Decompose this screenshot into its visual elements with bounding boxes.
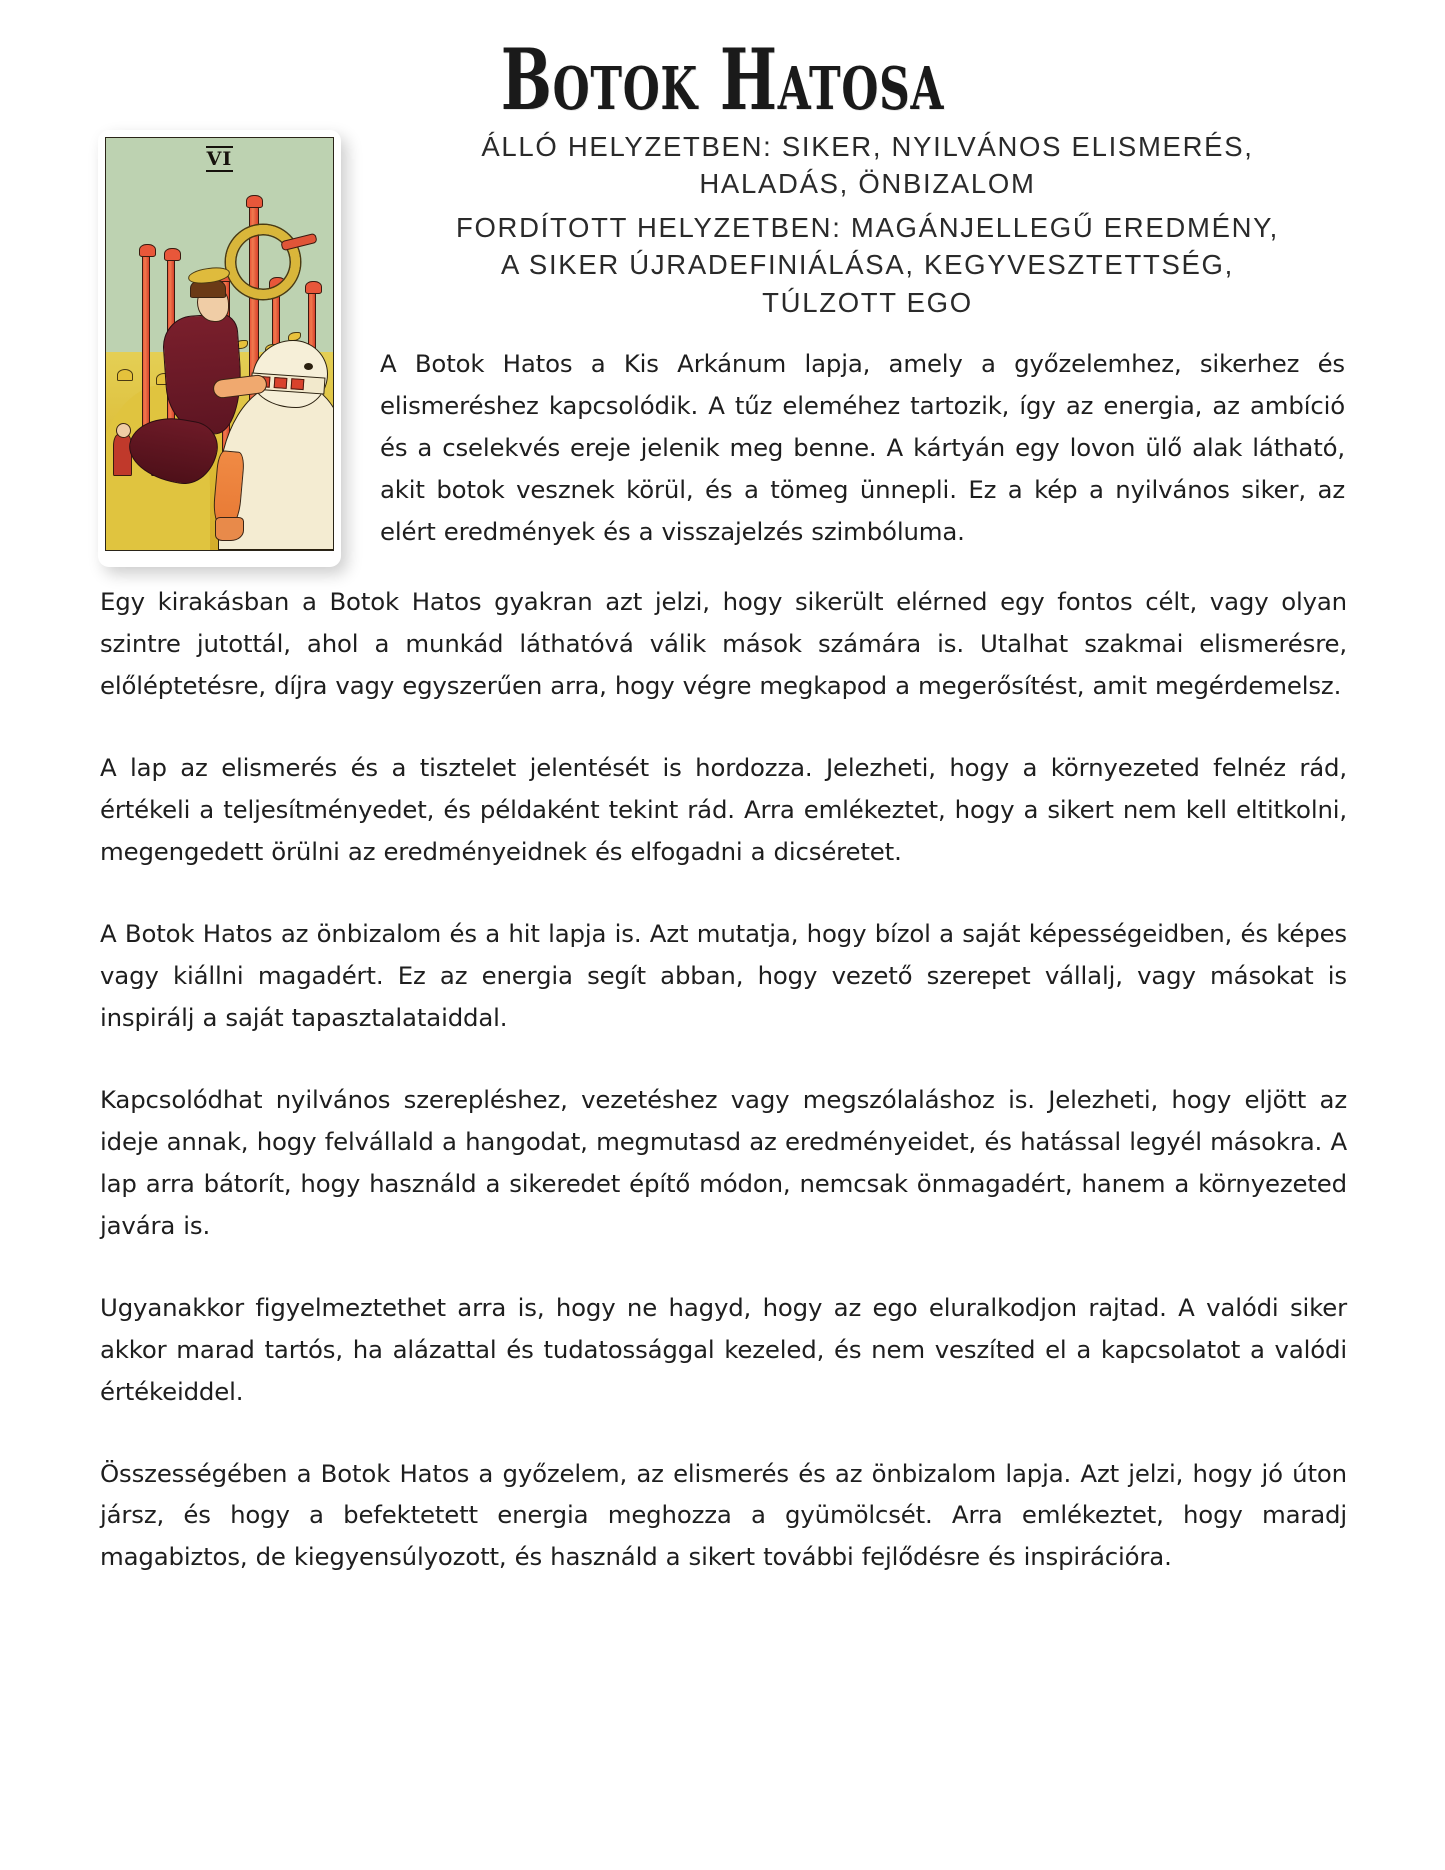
horse-eye xyxy=(304,363,313,370)
keywords-reversed-line-2: A SIKER ÚJRADEFINIÁLÁSA, KEGYVESZTETTSÉG, xyxy=(501,249,1234,281)
page-title: Botok Hatosa xyxy=(500,30,945,129)
card-roman-numeral-text: VI xyxy=(206,148,233,170)
laurel-wreath-icon xyxy=(226,225,300,299)
keywords-reversed-line-1: FORDÍTOTT HELYZETBEN: MAGÁNJELLEGŰ EREDMÉNY, xyxy=(455,211,1280,243)
bridle-square xyxy=(274,377,288,389)
paragraph-6: Ugyanakkor figyelmeztethet arra is, hogy ne hagyd, hogy az ego eluralkodjon rajtad. A valódi siker akkor marad tartós, ha alázattal és tudatossággal kezeled, és nem veszíted el a kapcsolatot a valódi értékeiddel. xyxy=(100,1292,1347,1406)
paragraph-5: Kapcsolódhat nyilvános szerepléshez, vezetéshez vagy megszólaláshoz is. Jelezheti, hogy eljött az ideje annak, hogy felvállald a hangodat, megmutasd az eredményeidet, és hatással legyél másokra. A lap arra bátorít, hogy használd a sikeredet építő módon, nemcsak önmagadért, hanem a környezeted javára is. xyxy=(100,1084,1347,1240)
crowd-figure xyxy=(113,434,132,476)
card-roman-numeral xyxy=(106,148,333,170)
keywords-reversed-line-3: TÚLZOTT EGO xyxy=(762,286,973,318)
keywords-upright-line-2: HALADÁS, ÖNBIZALOM xyxy=(699,168,1036,200)
rider-boot xyxy=(215,517,244,541)
tarot-card-image xyxy=(98,130,348,567)
paragraph-2: Egy kirakásban a Botok Hatos gyakran azt jelzi, hogy sikerült elérned egy fontos célt, vagy olyan szintre jutottál, ahol a munkád láthatóvá válik mások számára is. Utalhat szakmai elismerésre, előléptetésre, díjra vagy egyszerűen arra, hogy végre megkapod a megerősítést, amit megérdemelsz. xyxy=(100,587,1347,700)
keywords-upright-line-1: ÁLLÓ HELYZETBEN: SIKER, NYILVÁNOS ELISMERÉS, xyxy=(481,131,1254,162)
bridle-square xyxy=(291,378,305,390)
paragraph-4: A Botok Hatos az önbizalom és a hit lapja is. Azt mutatja, hogy bízol a saját képességeidben, és képes vagy kiállni magadért. Ez az energia segít abban, hogy vezető szerepet vállalj, vagy másokat is inspirálj a saját tapasztalataiddal. xyxy=(100,918,1347,1032)
paragraph-7: Összességében a Botok Hatos a győzelem, az elismerés és az önbizalom lapja. Azt jelzi, hogy jó úton jársz, és hogy a befektetett energia meghozza a gyümölcsét. Arra emlékeztet, hogy maradj magabiztos, de kiegyensúlyozott, és használd a sikert további fejlődésre és inspirációra. xyxy=(100,1458,1347,1572)
paragraph-intro: A Botok Hatos a Kis Arkánum lapja, amely a győzelemhez, sikerhez és elismeréshez kapcsolódik. A tűz eleméhez tartozik, így az energia, az ambíció és a cselekvés ereje jelenik meg benne. A kártyán egy lovon ülő alak látható, akit botok vesznek körül, és a tömeg ünnepli. Ez a kép a nyilvános siker, az elért eredmények és a visszajelzés szimbóluma. xyxy=(380,348,1345,546)
paragraph-3: A lap az elismerés és a tisztelet jelentését is hordozza. Jelezheti, hogy a környezeted felnéz rád, értékeli a teljesítményedet, és példaként tekint rád. Arra emlékeztet, hogy a sikert nem kell eltitkolni, megengedett örülni az eredményeidnek és elfogadni a dicséretet. xyxy=(100,752,1347,866)
article-body xyxy=(0,581,1445,1578)
horse-head xyxy=(252,340,328,408)
tarot-card xyxy=(98,130,341,567)
tarot-card-artwork xyxy=(105,137,334,551)
crowd-cap-icon xyxy=(117,369,133,381)
